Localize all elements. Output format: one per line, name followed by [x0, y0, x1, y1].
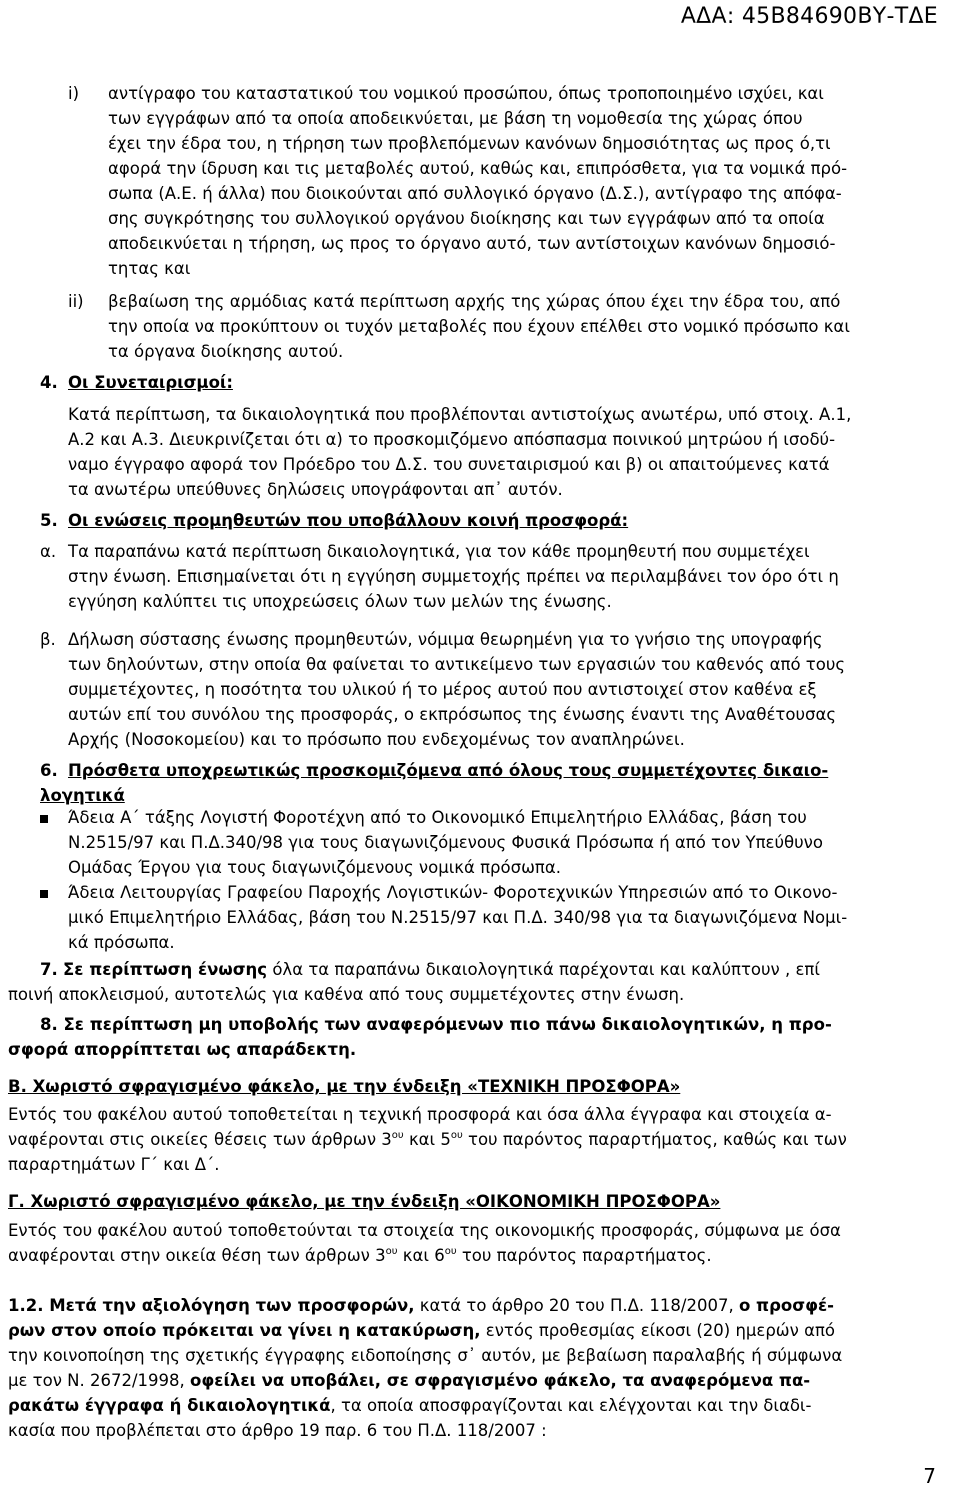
text-line — [8, 1248, 712, 1265]
square-bullet-icon — [40, 815, 48, 823]
page-number: 7 — [923, 1464, 936, 1488]
text-span: εντός προθεσμίας είκοσι (20) ημερών από — [480, 1321, 835, 1340]
text-line: Δήλωση σύστασης ένωσης προμηθευτών, νόμιμα θεωρημένη για το γνήσιο της υπογραφής — [68, 630, 823, 649]
text-line: Εντός του φακέλου αυτού τοποθετείται η τεχνική προσφορά και όσα άλλα έγγραφα και στοιχεία α- — [8, 1105, 832, 1124]
text-span: και 6 — [397, 1246, 445, 1265]
text-span: , τα οποία αποσφραγίζονται και ελέγχονται και την διαδι- — [330, 1396, 812, 1415]
list-marker-b: β. — [40, 630, 56, 649]
text-line: τα όργανα διοίκησης αυτού. — [108, 342, 344, 361]
section-8-line — [40, 1017, 832, 1034]
ada-header: ΑΔΑ: 45Β84690ΒΥ-ΤΔΕ — [680, 4, 938, 29]
section-4-title: Οι Συνεταιρισμοί: — [68, 373, 233, 392]
list-marker-a: α. — [40, 542, 57, 561]
section-8-text: Σε περίπτωση μη υποβολής των αναφερόμενων πιο πάνω δικαιολογητικών, η προ- — [63, 1015, 832, 1034]
superscript: ου — [444, 1246, 457, 1257]
text-line — [8, 1132, 847, 1149]
section-6-title: Πρόσθετα υποχρεωτικώς προσκομιζόμενα από όλους τους συμμετέχοντες δικαιο- — [68, 761, 829, 780]
text-line: αντίγραφο του καταστατικού του νομικού προσώπου, όπως τροποποιημένο ισχύει, και — [108, 84, 824, 103]
superscript: ου — [450, 1130, 463, 1141]
text-line — [8, 1398, 811, 1415]
text-line — [8, 1323, 835, 1340]
section-8-number: 8. — [40, 1015, 58, 1034]
text-line: αυτών επί του συνόλου της προσφοράς, ο εκπρόσωπος της ένωσης έναντι της Αναθέτουσας — [68, 705, 837, 724]
text-line: ναμο έγγραφο αφορά τον Πρόεδρο του Δ.Σ. του συνεταιρισμού και β) οι απαιτούμενες κατά — [68, 455, 830, 474]
text-line: Άδεια Α΄ τάξης Λογιστή Φοροτέχνη από το Οικονομικό Επιμελητήριο Ελλάδας, βάση του — [68, 808, 807, 827]
text-line: έχει την έδρα του, η τήρηση των προβλεπόμενων κανόνων δημοσιότητας ως προς ό,τι — [108, 134, 831, 153]
text-span: και 5 — [403, 1130, 451, 1149]
text-line: Άδεια Λειτουργίας Γραφείου Παροχής Λογιστικών- Φοροτεχνικών Υπηρεσιών από το Οικονο- — [68, 883, 838, 902]
text-span: κατά το άρθρο 20 του Π.Δ. 118/2007, — [414, 1296, 739, 1315]
text-line: στην ένωση. Επισημαίνεται ότι η εγγύηση συμμετοχής πρέπει να περιλαμβάνει τον όρο ότι η — [68, 567, 839, 586]
text-line — [8, 1373, 810, 1390]
bold-span: ο προσφέ- — [738, 1296, 835, 1315]
text-line: τα ανωτέρω υπεύθυνες δηλώσεις υπογράφονται απ᾽ αυτόν. — [68, 480, 563, 499]
text-line: Κατά περίπτωση, τα δικαιολογητικά που προβλέπονται αντιστοίχως ανωτέρω, υπό στοιχ. Α.1, — [68, 405, 852, 424]
text-line: κά πρόσωπα. — [68, 933, 175, 952]
text-line: βεβαίωση της αρμόδιας κατά περίπτωση αρχής της χώρας όπου έχει την έδρα του, από — [108, 292, 841, 311]
text-line: κασία που προβλέπεται στο άρθρο 19 παρ. 6 του Π.Δ. 118/2007 : — [8, 1421, 547, 1440]
bold-span: ρων στον οποίο πρόκειται να γίνει η κατακύρωση, — [8, 1321, 481, 1340]
text-span: με τον Ν. 2672/1998, — [8, 1371, 191, 1390]
text-line: αφορά την ίδρυση και τις μεταβολές αυτού, καθώς και, επιπρόσθετα, για τα νομικά πρό- — [108, 159, 848, 178]
square-bullet-icon — [40, 890, 48, 898]
section-g-title: Γ. Χωριστό σφραγισμένο φάκελο, με την ένδειξη «ΟΙΚΟΝΟΜΙΚΗ ΠΡΟΣΦΟΡΑ» — [8, 1192, 721, 1211]
text-line: σφορά απορρίπτεται ως απαράδεκτη. — [8, 1040, 357, 1059]
text-span: ναφέρονται στις οικείες θέσεις των άρθρων 3 — [8, 1130, 392, 1149]
text-line: Αρχής (Νοσοκομείου) και το πρόσωπο που ενδεχομένως τον αναπληρώνει. — [68, 730, 685, 749]
bold-span: οφείλει να υποβάλει, σε σφραγισμένο φάκελο, τα αναφερόμενα πα- — [190, 1371, 811, 1390]
section-7-line — [40, 962, 820, 979]
section-7-bold: Σε περίπτωση ένωσης — [63, 960, 268, 979]
text-span: αναφέρονται στην οικεία θέση των άρθρων 3 — [8, 1246, 386, 1265]
text-span: του παρόντος παραρτήματος. — [456, 1246, 712, 1265]
section-6-number: 6. — [40, 761, 58, 780]
section-b-title: Β. Χωριστό σφραγισμένο φάκελο, με την ένδειξη «ΤΕΧΝΙΚΗ ΠΡΟΣΦΟΡΑ» — [8, 1077, 681, 1096]
text-line: Α.2 και Α.3. Διευκρινίζεται ότι α) το προσκομιζόμενο απόσπασμα ποινικού μητρώου ή ισοδύ- — [68, 430, 836, 449]
text-line: ποινή αποκλεισμού, αυτοτελώς για καθένα από τους συμμετέχοντες στην ένωση. — [8, 985, 685, 1004]
section-7-text: όλα τα παραπάνω δικαιολογητικά παρέχονται και καλύπτουν , επί — [267, 960, 820, 979]
list-marker-i: i) — [68, 84, 80, 103]
bold-span: 1.2. Μετά την αξιολόγηση των προσφορών, — [8, 1296, 415, 1315]
text-span: του παρόντος παραρτήματος, καθώς και των — [462, 1130, 847, 1149]
text-line — [8, 1298, 834, 1315]
text-line: μικό Επιμελητήριο Ελλάδας, βάση του Ν.2515/97 και Π.Δ. 340/98 για τα διαγωνιζόμενα Νομι- — [68, 908, 848, 927]
text-line: Εντός του φακέλου αυτού τοποθετούνται τα στοιχεία της οικονομικής προσφοράς, σύμφωνα με όσα — [8, 1221, 841, 1240]
text-line: των δηλούντων, στην οποία θα φαίνεται το αντικείμενο των εργασιών του καθενός από τους — [68, 655, 846, 674]
text-line: τητας και — [108, 259, 191, 278]
text-line: των εγγράφων από τα οποία αποδεικνύεται, με βάση τη νομοθεσία της χώρας όπου — [108, 109, 803, 128]
section-5-number: 5. — [40, 511, 58, 530]
text-line: αποδεικνύεται η τήρηση, ως προς το όργανο αυτό, των αντίστοιχων κανόνων δημοσιό- — [108, 234, 836, 253]
section-7-number: 7. — [40, 960, 58, 979]
text-line: Τα παραπάνω κατά περίπτωση δικαιολογητικά, για τον κάθε προμηθευτή που συμμετέχει — [68, 542, 810, 561]
text-line: σωπα (Α.Ε. ή άλλα) που διοικούνται από συλλογικό όργανο (Δ.Σ.), αντίγραφο της απόφα- — [108, 184, 842, 203]
text-line: σης συγκρότησης του συλλογικού οργάνου διοίκησης και των εγγράφων από τα οποία — [108, 209, 825, 228]
superscript: ου — [391, 1130, 404, 1141]
text-line: συμμετέχοντες, η ποσότητα του υλικού ή το μέρος αυτού που αντιστοιχεί στον καθένα εξ — [68, 680, 817, 699]
text-line: Ν.2515/97 και Π.Δ.340/98 για τους διαγωνιζόμενους Φυσικά Πρόσωπα ή από τον Υπεύθυνο — [68, 833, 823, 852]
section-4-number: 4. — [40, 373, 58, 392]
text-line: Ομάδας Έργου για τους διαγωνιζόμενους νομικά πρόσωπα. — [68, 858, 561, 877]
text-line: παραρτημάτων Γ΄ και Δ΄. — [8, 1155, 220, 1174]
text-line: εγγύηση καλύπτει τις υποχρεώσεις όλων των μελών της ένωσης. — [68, 592, 612, 611]
superscript: ου — [385, 1246, 398, 1257]
section-6-title-cont: λογητικά — [40, 786, 125, 805]
section-5-title: Οι ενώσεις προμηθευτών που υποβάλλουν κοινή προσφορά: — [68, 511, 629, 530]
list-marker-ii: ii) — [68, 292, 84, 311]
text-line: την οποία να προκύπτουν οι τυχόν μεταβολές που έχουν επέλθει στο νομικό πρόσωπο και — [108, 317, 850, 336]
text-line: την κοινοποίηση της σχετικής έγγραφης ειδοποίησης σ᾽ αυτόν, με βεβαίωση παραλαβής ή σύμφωνα — [8, 1346, 843, 1365]
bold-span: ρακάτω έγγραφα ή δικαιολογητικά — [8, 1396, 331, 1415]
